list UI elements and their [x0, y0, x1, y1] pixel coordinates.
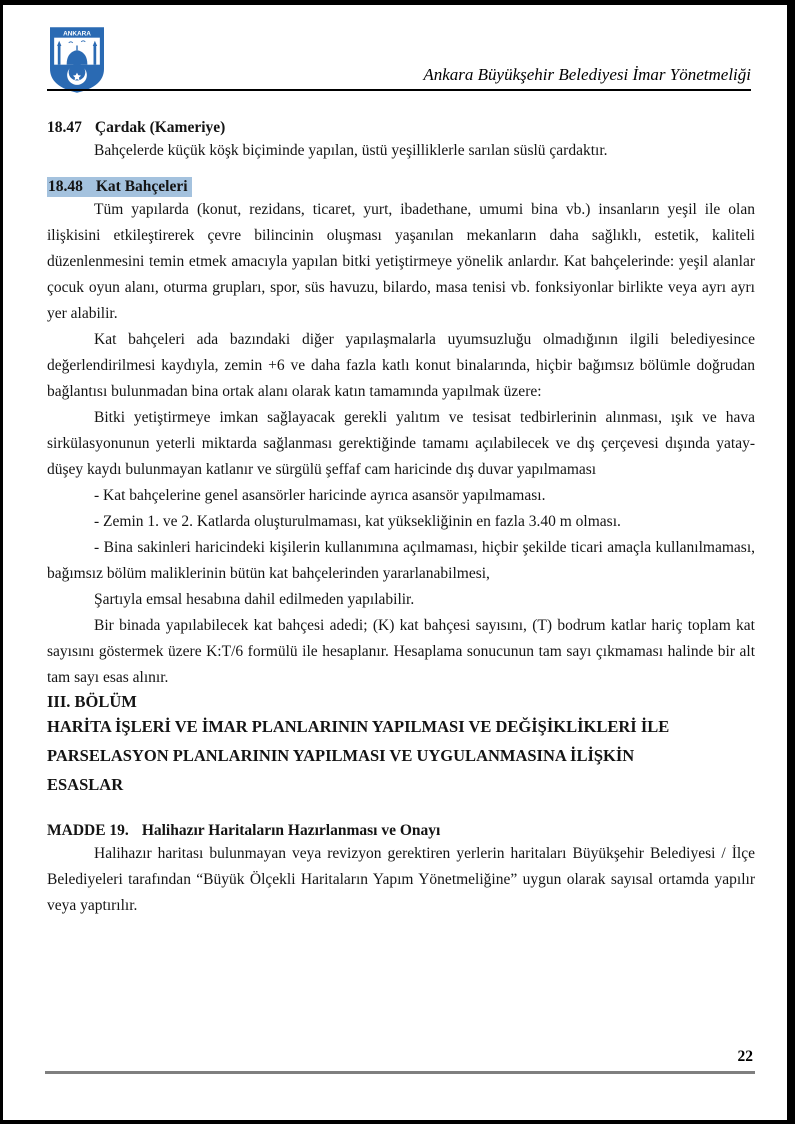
highlighted-heading	[47, 177, 192, 197]
madde-title: Halihazır Haritaların Hazırlanması ve Onayı	[141, 822, 441, 839]
page-number: 22	[737, 1048, 753, 1065]
bullet-asansor: - Kat bahçelerine genel asansörler haricinde ayrıca asansör yapılmaması.	[94, 487, 546, 504]
bullet-zemin: - Zemin 1. ve 2. Katlarda oluşturulmaması, kat yüksekliğinin en fazla 3.40 m olması.	[94, 513, 621, 530]
document-body	[47, 96, 755, 919]
header-title: Ankara Büyükşehir Belediyesi İmar Yönetmeliği	[423, 65, 751, 84]
bullet-sakinler: - Bina sakinleri haricindeki kişilerin kullanımına açılmaması, hiçbir şekilde ticari amaçla kullanılmaması, bağımsız bölüm maliklerinin bütün kat bahçelerinden yararlanabilmesi,	[47, 539, 755, 582]
chapter-heading: III. BÖLÜM	[47, 692, 137, 711]
paragraph-kat-1: Tüm yapılarda (konut, rezidans, ticaret, yurt, ibadethane, umumi bina vb.) insanların yeşil ile olan ilişkisini etkileştirerek çevre bilincinin oluşması yaşanılan mekanların daha sağlıklı, estetik, kaliteli düzenlenmesini temin etmek amacıyla yapılan bitki yetiştirmeye yönelik anlardır. Kat bahçelerinde: yeşil alanlar çocuk oyun alanı, oturma grupları, spor, süs havuzu, bilardo, masa tenisi vb. fonksiyonlar birlikte veya ayrı ayrı yer alabilir.	[47, 201, 755, 322]
paragraph-madde19: Halihazır haritası bulunmayan veya revizyon gerektiren yerlerin haritaları Büyükşehir Belediyesi / İlçe Belediyeleri tarafından “Büyük Ölçekli Haritaların Yapım Yönetmeliğine” uygun olarak sayısal ortamda yapılır veya yaptırılır.	[47, 845, 755, 914]
paragraph-formula: Bir binada yapılabilecek kat bahçesi adedi; (K) kat bahçesi sayısını, (T) bodrum katlar hariç toplam kat sayısını göstermek üzere K:T/6 formülü ile hesaplanır. Hesaplama sonucunun tam sayı çıkmaması halinde bir alt tam sayı esas alınır.	[47, 617, 755, 686]
logo-text: ANKARA	[63, 30, 91, 38]
section-title: Kat Bahçeleri	[95, 178, 188, 195]
paragraph-kat-3: Bitki yetiştirmeye imkan sağlayacak gerekli yalıtım ve tesisat tedbirlerinin alınması, ışık ve hava sirkülasyonunun yeterli miktarda sağlanması gerektiğinde tamamı açılabilecek ve dış çerçevesi dışında yatay-düşey kaydı bulunmayan katlanır ve sürgülü şeffaf cam haricinde dış duvar yapılmaması	[47, 409, 755, 478]
section-heading-madde-19	[47, 820, 755, 841]
minaret-right-icon	[94, 46, 97, 65]
footer-rule	[45, 1071, 755, 1074]
section-number: 18.48	[48, 178, 83, 195]
section-title: Çardak (Kameriye)	[94, 119, 226, 136]
section-heading-18-48	[47, 176, 755, 197]
paragraph-sart: Şartıyla emsal hesabına dahil edilmeden yapılabilir.	[94, 591, 415, 608]
header-rule	[47, 89, 751, 91]
madde-number: MADDE 19.	[47, 822, 129, 839]
paragraph-cardak: Bahçelerde küçük köşk biçiminde yapılan, üstü yeşilliklerle sarılan süslü çardaktır.	[94, 142, 608, 159]
section-number: 18.47	[47, 119, 82, 136]
chapter-title: HARİTA İŞLERİ VE İMAR PLANLARININ YAPILMASI VE DEĞİŞİKLİKLERİ İLE PARSELASYON PLANLARININ YAPILMASI VE UYGULANMASINA İLİŞKİN ESASLAR	[47, 717, 670, 794]
paragraph-kat-2: Kat bahçeleri ada bazındaki diğer yapılaşmalarla uyumsuzluğu olmadığının ilgili belediyesince değerlendirilmesi kaydıyla, zemin +6 ve daha fazla katlı konut binalarında, hiçbir bağımsız bölümle doğrudan bağlantısı bulunmadan bina ortak alanı olarak katın tamamında yapılmak üzere:	[47, 331, 755, 400]
minaret-left-icon	[58, 46, 61, 65]
section-heading-18-47	[47, 117, 755, 138]
